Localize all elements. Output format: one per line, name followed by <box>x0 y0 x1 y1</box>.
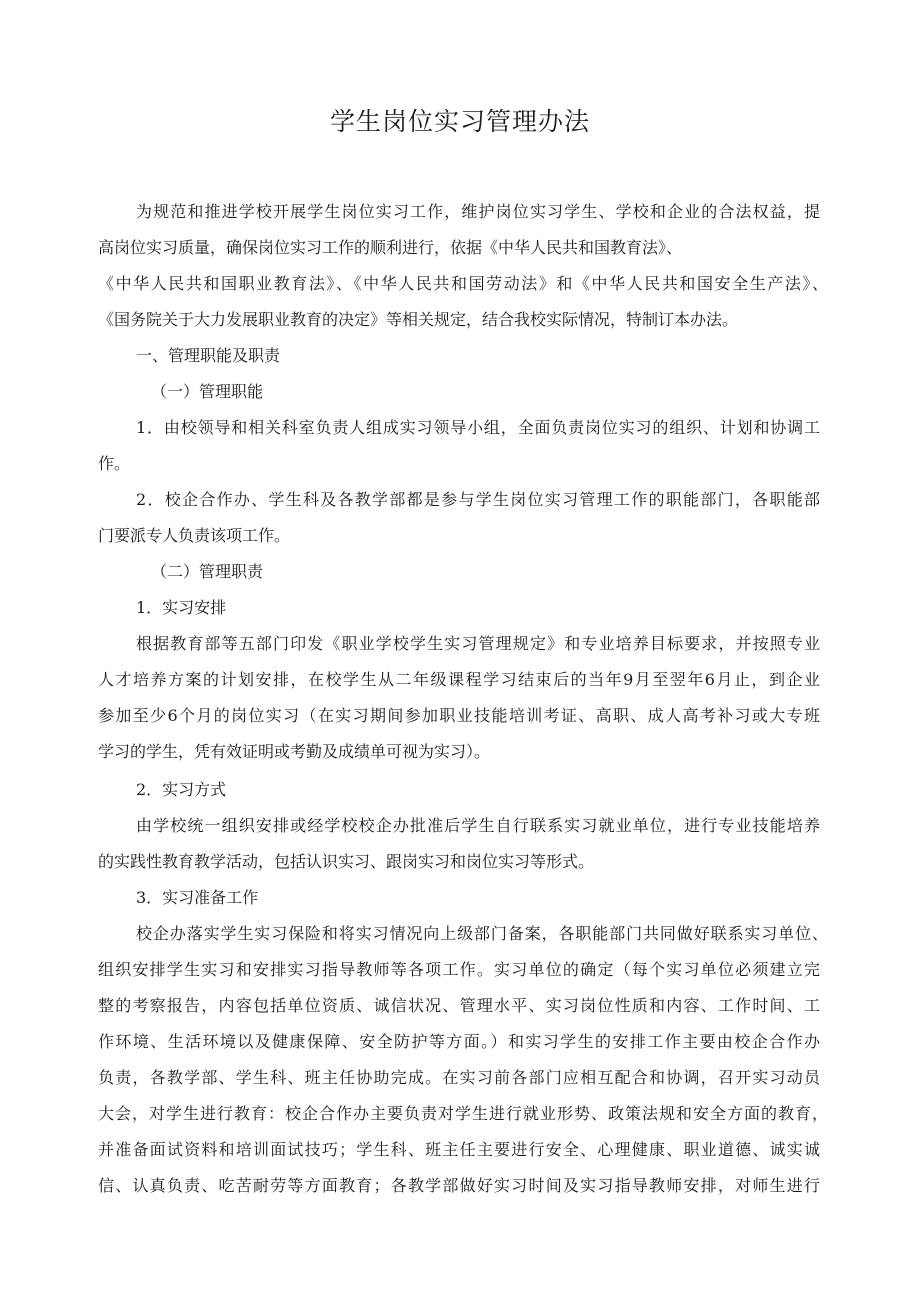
paragraph-line: 整的考察报告，内容包括单位资质、诚信状况、管理水平、实习岗位性质和内容、工作时间、工 <box>98 996 820 1015</box>
paragraph-line: 高岗位实习质量，确保岗位实习工作的顺利进行，依据《中华人民共和国教育法》、 <box>98 238 683 257</box>
paragraph-line: 作环境、生活环境以及健康保障、安全防护等方面。）和实习学生的安排工作主要由校企合作办 <box>98 1032 820 1051</box>
subsection-heading: （一）管理职能 <box>151 382 264 401</box>
paragraph-line: 信、认真负责、吃苦耐劳等方面教育；各教学部做好实习时间及实习指导教师安排，对师生进行 <box>98 1176 820 1195</box>
item-heading: 2．实习方式 <box>136 780 227 799</box>
paragraph-line: 《国务院关于大力发展职业教育的决定》等相关规定，结合我校实际情况，特制订本办法。 <box>98 310 739 329</box>
subsection-heading: （二）管理职责 <box>151 562 264 581</box>
paragraph-line: 人才培养方案的计划安排，在校学生从二年级课程学习结束后的当年9月至翌年6月止，到企业 <box>98 670 820 689</box>
item-heading: 1．实习安排 <box>136 598 227 617</box>
paragraph-line: 并准备面试资料和培训面试技巧；学生科、班主任主要进行安全、心理健康、职业道德、诚实诚 <box>98 1140 820 1159</box>
paragraph-line: 作。 <box>98 454 131 473</box>
paragraph-line: 参加至少6个月的岗位实习（在实习期间参加职业技能培训考证、高职、成人高考补习或大专班 <box>98 706 820 725</box>
paragraph-line: 2．校企合作办、学生科及各教学部都是参与学生岗位实习管理工作的职能部门，各职能部 <box>136 490 820 509</box>
paragraph-line: 负责，各教学部、学生科、班主任协助完成。在实习前各部门应相互配合和协调，召开实习动员 <box>98 1068 820 1087</box>
paragraph-line: 组织安排学生实习和安排实习指导教师等各项工作。实习单位的确定（每个实习单位必须建立完 <box>98 960 820 979</box>
paragraph-line: 《中华人民共和国职业教育法》、《中华人民共和国劳动法》和《中华人民共和国安全生产法》、 <box>98 274 828 293</box>
paragraph-line: 校企办落实学生实习保险和将实习情况向上级部门备案，各职能部门共同做好联系实习单位、 <box>136 924 828 943</box>
item-heading: 3．实习准备工作 <box>136 888 259 907</box>
paragraph-line: 由学校统一组织安排或经学校校企办批准后学生自行联系实习就业单位，进行专业技能培养 <box>136 816 820 835</box>
paragraph-line: 根据教育部等五部门印发《职业学校学生实习管理规定》和专业培养目标要求，并按照专业 <box>136 634 820 653</box>
paragraph-line: 门要派专人负责该项工作。 <box>98 526 291 545</box>
paragraph-line: 1．由校领导和相关科室负责人组成实习领导小组，全面负责岗位实习的组织、计划和协调工 <box>136 418 820 437</box>
paragraph-line: 为规范和推进学校开展学生岗位实习工作，维护岗位实习学生、学校和企业的合法权益，提 <box>136 202 820 221</box>
paragraph-line: 大会，对学生进行教育：校企合作办主要负责对学生进行就业形势、政策法规和安全方面的教育， <box>98 1104 828 1123</box>
paragraph-line: 学习的学生，凭有效证明或考勤及成绩单可视为实习）。 <box>98 742 491 761</box>
paragraph-line: 的实践性教育教学活动，包括认识实习、跟岗实习和岗位实习等形式。 <box>98 852 595 871</box>
document-title: 学生岗位实习管理办法 <box>329 107 590 136</box>
section-heading: 一、管理职能及职责 <box>136 346 281 365</box>
